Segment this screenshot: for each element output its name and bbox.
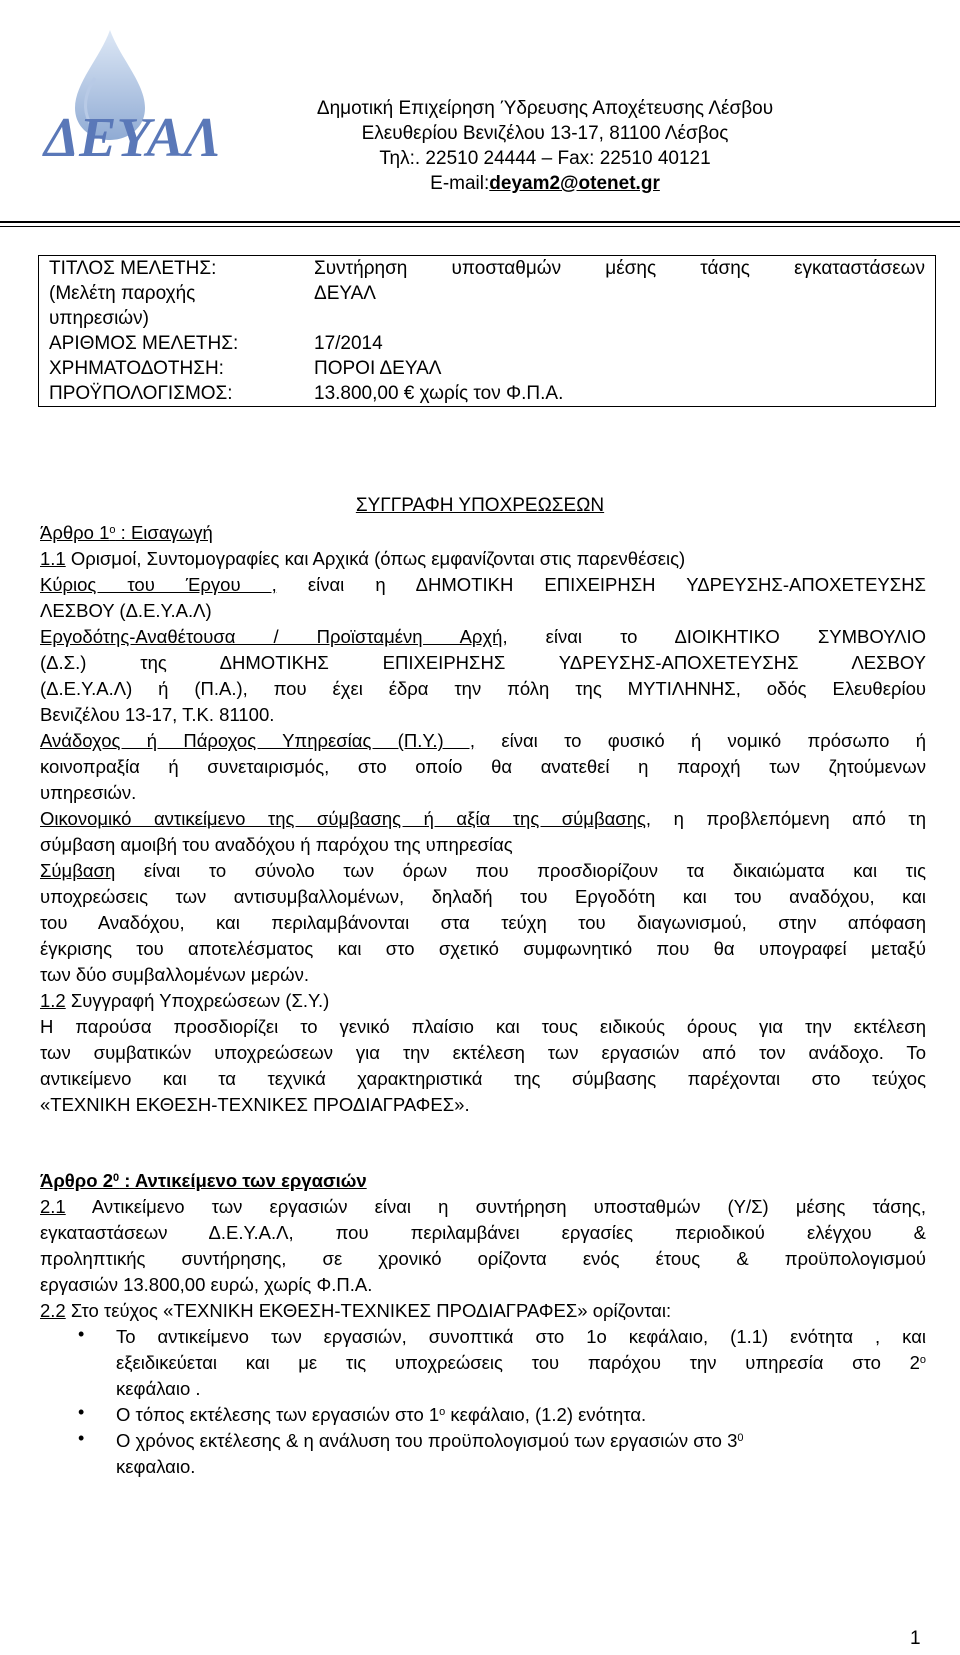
list-item: Ο τόπος εκτέλεσης των εργασιών στο $1^o$ κεφάλαιο, (1.2) ενότητα. xyxy=(116,1404,647,1425)
table-row xyxy=(39,256,936,332)
email-link[interactable]: deyam2@otenet.gr xyxy=(489,173,660,194)
section-1-2-text: των συμβατικών υποχρεώσεων για την εκτέλεση των εργασιών από τον ανάδοχο. Το xyxy=(40,1042,926,1063)
contractor-definition-cont: υπηρεσιών. xyxy=(40,782,137,803)
org-email: E-mail:deyam2@otenet.gr xyxy=(430,173,660,194)
list-item-cont: εξειδικεύεται και με τις υποχρεώσεις του παρόχου την υπηρεσία στο $2^o$ xyxy=(116,1352,926,1373)
org-name: Δημοτική Επιχείρηση Ύδρευσης Αποχέτευσης Λέσβου xyxy=(316,98,774,119)
section-2-1-cont: προληπτικής συντήρησης, σε χρονικό ορίζοντα ενός έτους & προϋπολογισμού xyxy=(40,1248,926,1269)
list-item-cont: κεφάλαιο . xyxy=(116,1378,201,1399)
number-value: 17/2014 xyxy=(314,333,383,354)
funding-value: ΠΟΡΟΙ ΔΕΥΑΛ xyxy=(314,358,442,379)
owner-definition-cont: ΛΕΣΒΟΥ (Δ.Ε.Υ.Α.Λ) xyxy=(40,600,212,621)
header-divider xyxy=(0,221,960,223)
header-divider-thin xyxy=(0,226,960,227)
bullet-icon: • xyxy=(78,1402,85,1422)
study-info-table xyxy=(38,255,936,407)
title-label: ΤΙΤΛΟΣ ΜΕΛΕΤΗΣ: (Μελέτη παροχής υπηρεσιών) xyxy=(49,258,217,329)
section-1-2-text: Η παρούσα προσδιορίζει το γενικό πλαίσιο και τους ειδικούς όρους για την εκτέλεση xyxy=(40,1016,926,1037)
number-label: ΑΡΙΘΜΟΣ ΜΕΛΕΤΗΣ: xyxy=(49,333,239,354)
table-row xyxy=(39,331,936,356)
contract-definition: Σύμβαση είναι το σύνολο των όρων που προσδιορίζουν τα δικαιώματα και τις xyxy=(40,860,926,881)
list-item: Το αντικείμενο των εργασιών, συνοπτικά στο 1ο κεφάλαιο, (1.1) ενότητα , και xyxy=(116,1326,926,1347)
contract-definition-cont: του Αναδόχου, και περιλαμβάνονται στα τεύχη του διαγωνισμού, στην απόφαση xyxy=(40,912,926,933)
bullet-icon: • xyxy=(78,1428,85,1448)
employer-definition-cont: (Δ.Σ.) της ΔΗΜΟΤΙΚΗΣ ΕΠΙΧΕΙΡΗΣΗΣ ΥΔΡΕΥΣΗΣ-ΑΠΟΧΕΤΕΥΣΗΣ ΛΕΣΒΟΥ xyxy=(40,652,926,673)
list-item-cont: κεφαλαιο. xyxy=(116,1456,196,1477)
contract-definition-cont: υποχρεώσεις των αντισυμβαλλομένων, δηλαδή του Εργοδότη και του αναδόχου, και xyxy=(40,886,926,907)
bullet-icon: • xyxy=(78,1324,85,1344)
section-1-2-text: «ΤΕΧΝΙΚΗ ΕΚΘΕΣΗ-ΤΕΧΝΙΚΕΣ ΠΡΟΔΙΑΓΡΑΦΕΣ». xyxy=(40,1094,470,1115)
table-row xyxy=(39,356,936,381)
page-number: 1 xyxy=(910,1628,921,1649)
section-1-1: 1.1 Ορισμοί, Συντομογραφίες και Αρχικά (όπως εμφανίζονται στις παρενθέσεις) xyxy=(40,548,686,569)
org-phones: Τηλ:. 22510 24444 – Fax: 22510 40121 xyxy=(379,148,711,169)
section-2-1-cont: εργασιών 13.800,00 ευρώ, χωρίς Φ.Π.Α. xyxy=(40,1274,373,1295)
funding-label: ΧΡΗΜΑΤΟΔΟΤΗΣΗ: xyxy=(49,358,224,379)
contractor-definition-cont: κοινοπραξία ή συνεταιρισμός, στο οποίο θα ανατεθεί η παροχή των ζητούμενων xyxy=(40,756,926,777)
contract-value-definition: Οικονομικό αντικείμενο της σύμβασης ή αξία της σύμβασης, η προβλεπόμενη από τη xyxy=(40,808,927,829)
contract-value-definition-cont: σύμβαση αμοιβή του αναδόχου ή παρόχου της υπηρεσίας xyxy=(40,834,513,855)
article2-heading: Άρθρο $2^0$ : Αντικείμενο των εργασιών xyxy=(40,1170,367,1191)
org-address: Ελευθερίου Βενιζέλου 13-17, 81100 Λέσβος xyxy=(361,123,729,144)
contractor-definition: Ανάδοχος ή Πάροχος Υπηρεσίας (Π.Υ.) , είναι το φυσικό ή νομικό πρόσωπο ή xyxy=(40,730,926,751)
employer-definition-cont: Βενιζέλου 13-17, Τ.Κ. 81100. xyxy=(40,704,275,725)
contract-definition-cont: των δύο συμβαλλομένων μερών. xyxy=(40,964,310,985)
budget-label: ΠΡΟΫΠΟΛΟΓΙΣΜΟΣ: xyxy=(49,383,233,404)
employer-definition: Εργοδότης-Αναθέτουσα / Προϊσταμένη Αρχή, είναι το ΔΙΟΙΚΗΤΙΚΟ ΣΥΜΒΟΥΛΙΟ xyxy=(40,626,926,647)
article1-heading: Άρθρο $1^o$ : Εισαγωγή xyxy=(40,522,213,543)
list-item: Ο χρόνος εκτέλεσης & η ανάλυση του προϋπολογισμού των εργασιών στο $3^0$ xyxy=(116,1430,744,1451)
section-1-2-text: αντικείμενο και τα τεχνικά χαρακτηριστικά της σύμβασης παρέχονται στο τεύχος xyxy=(40,1068,926,1089)
svg-text:ΔΕΥΑΛ: ΔΕΥΑΛ xyxy=(44,107,222,168)
contract-definition-cont: έγκρισης του αποτελέσματος και στο σχετικό συμφωνητικό που θα υπογραφεί μεταξύ xyxy=(40,938,926,959)
owner-definition: Κύριος του Έργου , είναι η ΔΗΜΟΤΙΚΗ ΕΠΙΧΕΙΡΗΣΗ ΥΔΡΕΥΣΗΣ-ΑΠΟΧΕΤΕΥΣΗΣ xyxy=(40,574,926,595)
table-row xyxy=(39,381,936,407)
title-value: Συντήρηση υποσταθμών μέσης τάσης εγκαταστάσεων ΔΕΥΑΛ xyxy=(314,258,925,304)
document-title: ΣΥΓΓΡΑΦΗ ΥΠΟΧΡΕΩΣΕΩΝ xyxy=(355,495,605,516)
employer-definition-cont: (Δ.Ε.Υ.Α.Λ) ή (Π.Α.), που έχει έδρα την πόλη της ΜΥΤΙΛΗΝΗΣ, οδός Ελευθερίου xyxy=(40,678,926,699)
org-header xyxy=(250,96,840,196)
deyal-logo xyxy=(40,28,230,168)
section-2-2: 2.2 Στο τεύχος «ΤΕΧΝΙΚΗ ΕΚΘΕΣΗ-ΤΕΧΝΙΚΕΣ ΠΡΟΔΙΑΓΡΑΦΕΣ» ορίζονται: xyxy=(40,1300,672,1321)
budget-value: 13.800,00 € χωρίς τον Φ.Π.Α. xyxy=(314,383,564,404)
section-1-2: 1.2 Συγγραφή Υποχρεώσεων (Σ.Υ.) xyxy=(40,990,330,1011)
section-2-1-cont: εγκαταστάσεων Δ.Ε.Υ.Α.Λ, που περιλαμβάνει εργασίες περιοδικού ελέγχου & xyxy=(40,1222,926,1243)
section-2-1: 2.1 Αντικείμενο των εργασιών είναι η συντήρηση υποσταθμών (Υ/Σ) μέσης τάσης, xyxy=(40,1196,926,1217)
